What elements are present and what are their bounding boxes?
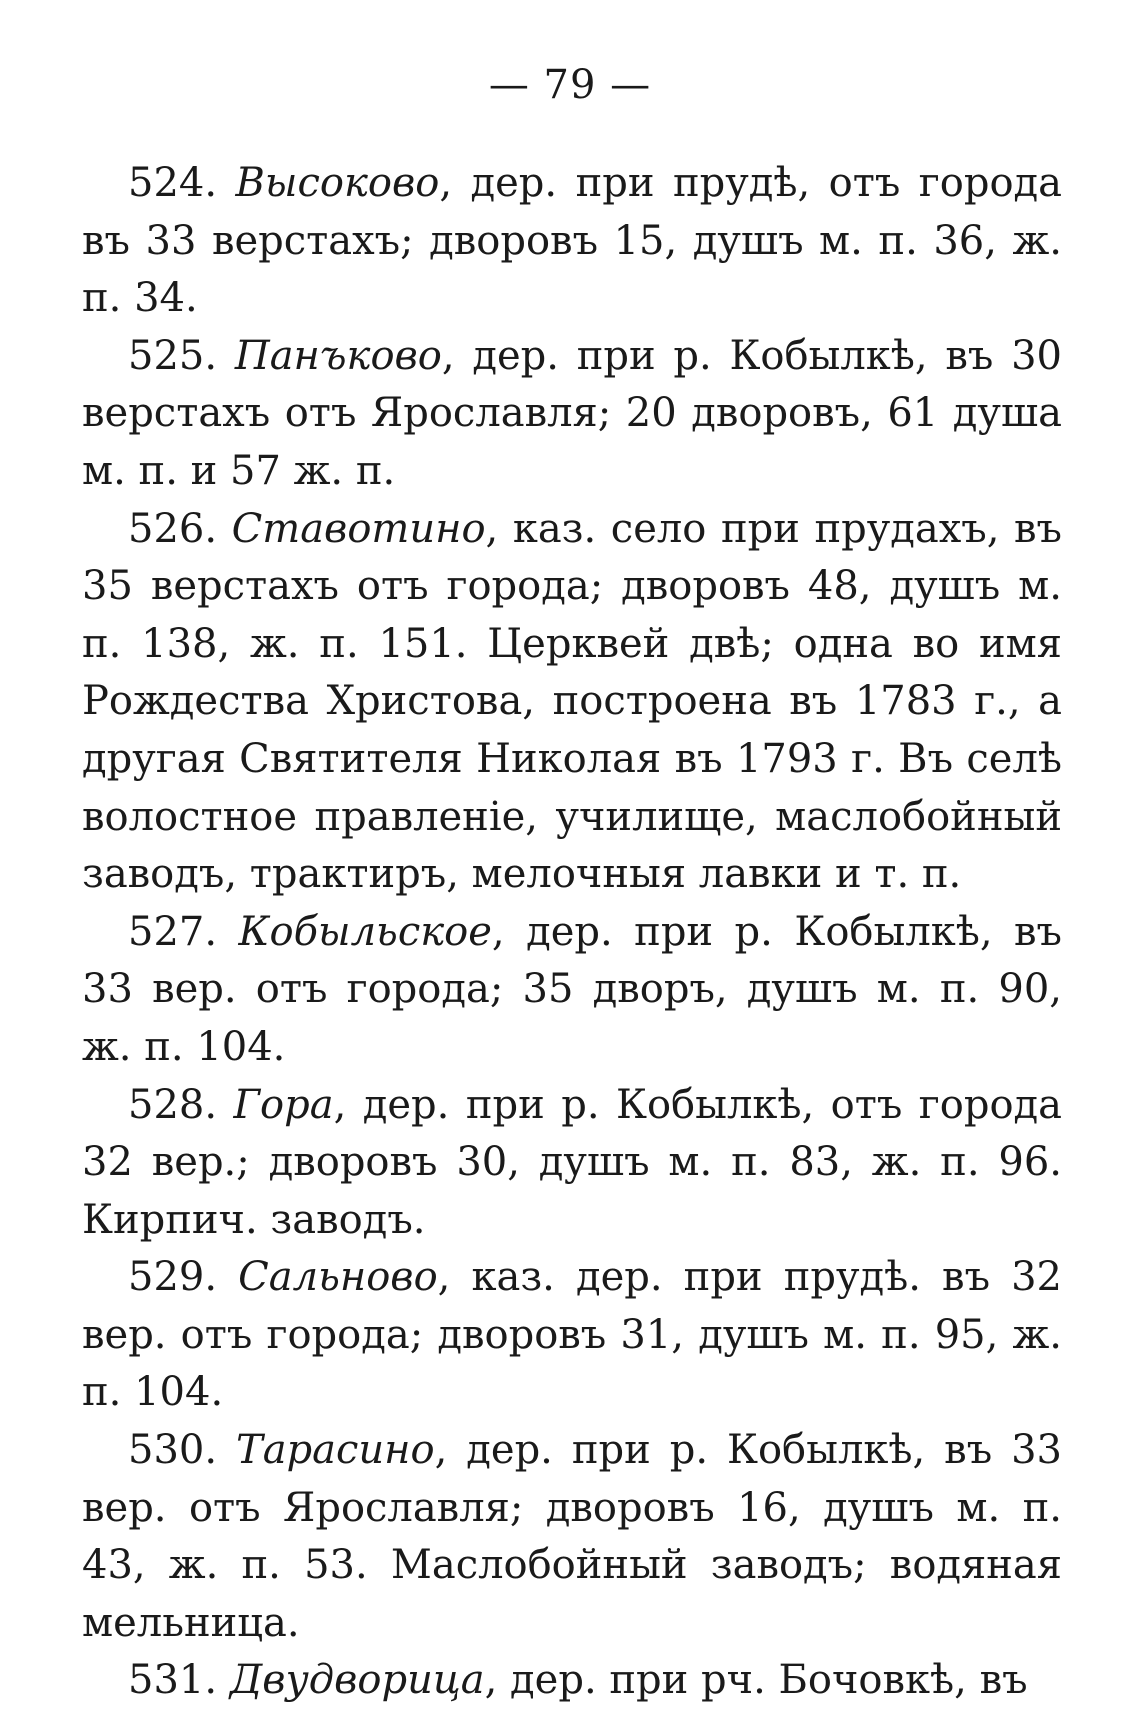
entry-524 bbox=[82, 155, 1062, 328]
entry-description: , дер. при рч. Бочовкѣ, въ bbox=[484, 1657, 1028, 1704]
entry-number: 525. bbox=[128, 332, 218, 379]
entries-list bbox=[82, 155, 1062, 1710]
entry-description: , дер. при прудѣ, отъ города въ 33 верстахъ; дворовъ 15, душъ м. п. 36, ж. п. 34. bbox=[82, 160, 1063, 322]
entry-place-name: Гора bbox=[233, 1081, 334, 1128]
entry-number: 530. bbox=[128, 1427, 218, 1474]
entry-530 bbox=[82, 1422, 1062, 1652]
entry-place-name: Кобыльское bbox=[238, 908, 492, 955]
entry-description: , дер. при р. Кобылкѣ, отъ города 32 вер.; дворовъ 30, душъ м. п. 83, ж. п. 96. Кирпич. заводъ. bbox=[82, 1081, 1062, 1243]
entry-529 bbox=[82, 1249, 1062, 1422]
entry-number: 529. bbox=[128, 1254, 218, 1301]
entry-number: 528. bbox=[128, 1081, 218, 1128]
entry-528 bbox=[82, 1077, 1062, 1250]
entry-description: , дер. при р. Кобылкѣ, въ 33 вер. отъ Ярославля; дворовъ 16, душъ м. п. 43, ж. п. 53. Маслобойный заводъ; водяная мельница. bbox=[82, 1427, 1062, 1646]
entry-description: , дер. при р. Кобылкѣ, въ 30 верстахъ отъ Ярославля; 20 дворовъ, 61 душа м. п. и 57 ж. п. bbox=[82, 332, 1062, 494]
entry-description: , дер. при р. Кобылкѣ, въ 33 вер. отъ города; 35 дворъ, душъ м. п. 90, ж. п. 104. bbox=[82, 908, 1063, 1070]
entry-number: 526. bbox=[128, 505, 218, 552]
entry-place-name: Двудворица bbox=[229, 1657, 485, 1704]
entry-description: , каз. дер. при прудѣ. въ 32 вер. отъ города; дворовъ 31, душъ м. п. 95, ж. п. 104. bbox=[82, 1254, 1063, 1416]
entry-527 bbox=[82, 904, 1062, 1077]
entry-place-name: Ставотино bbox=[231, 505, 486, 552]
entry-number: 524. bbox=[128, 160, 218, 206]
entry-number: 531. bbox=[128, 1657, 218, 1704]
entry-place-name: Панъково bbox=[234, 332, 442, 379]
entry-place-name: Сальново bbox=[238, 1254, 438, 1301]
entry-place-name: Тарасино bbox=[236, 1427, 435, 1474]
entry-525 bbox=[82, 328, 1062, 501]
page-number: — 79 — bbox=[488, 62, 652, 108]
entry-531 bbox=[82, 1652, 1062, 1710]
entry-description: , каз. село при прудахъ, въ 35 верстахъ отъ города; дворовъ 48, душъ м. п. 138, ж. п. 151. Церквей двѣ; одна во имя Рождества Христова, построена въ 1783 г., а другая Святителя Николая въ 1793 г. Въ селѣ волостное правленіе, училище, маслобойный заводъ, трактиръ, мелочныя лавки и т. п. bbox=[82, 505, 1062, 898]
entry-place-name: Высоково bbox=[235, 160, 440, 206]
entry-526 bbox=[82, 501, 1062, 904]
entry-number: 527. bbox=[128, 908, 218, 955]
